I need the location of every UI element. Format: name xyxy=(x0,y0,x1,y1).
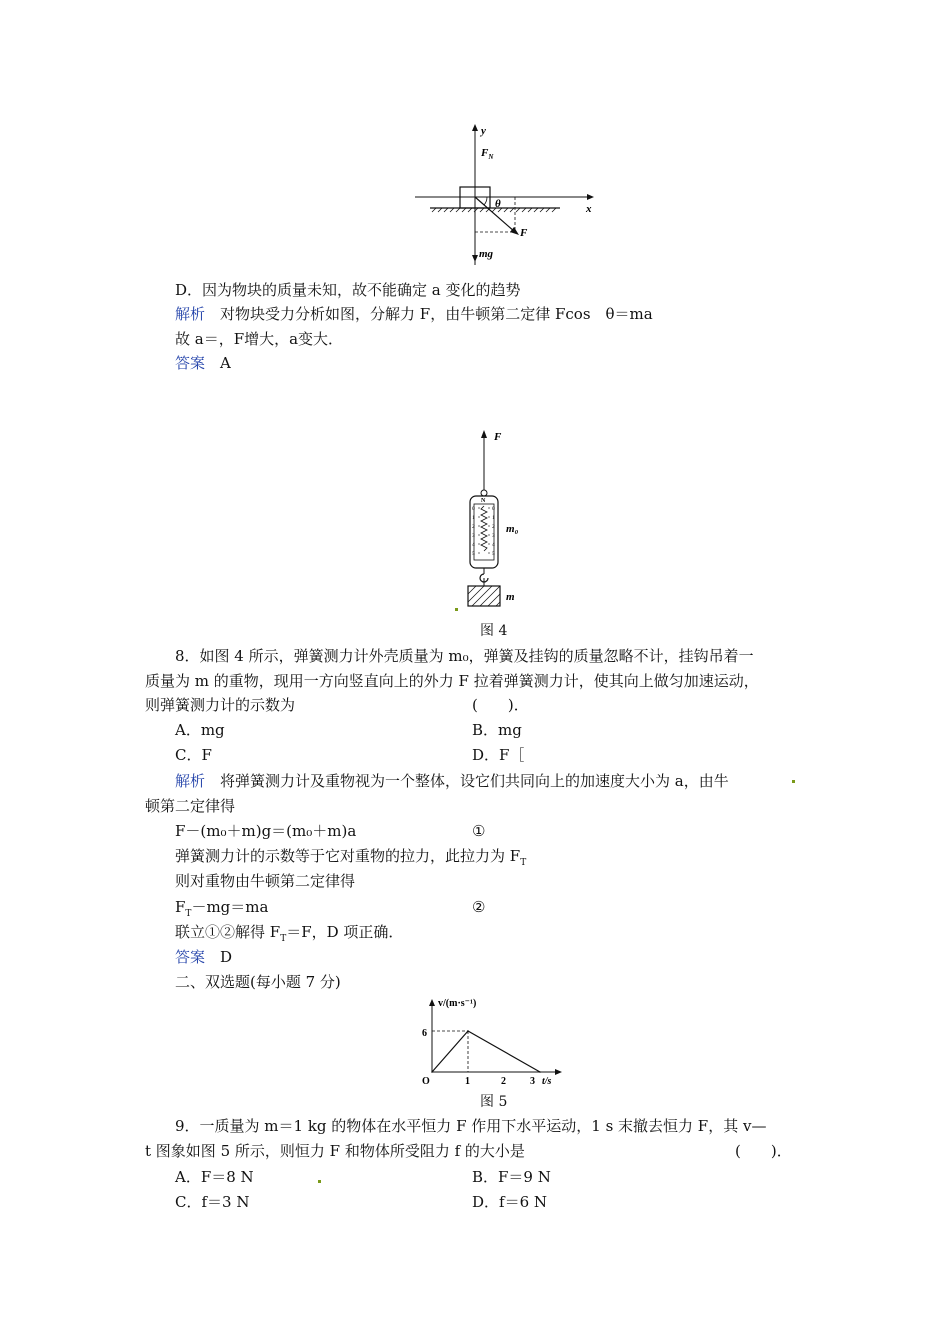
option-d-q7: D．因为物块的质量未知，故不能确定 a 变化的趋势 xyxy=(175,281,521,299)
q9-stem-line1: 9．一质量为 m＝1 kg 的物体在水平恒力 F 作用下水平运动，1 s 末撤去恒力 F，其 v— xyxy=(175,1117,767,1135)
analysis-label: 解析 xyxy=(175,305,206,323)
analysis-text: 对物块受力分析如图，分解力 F，由牛顿第二定律 Fcos θ＝ma xyxy=(220,305,653,323)
scale-left-0: 0 xyxy=(472,506,475,512)
force-diagram xyxy=(410,120,600,270)
q8-option-a: A．mg xyxy=(175,721,225,739)
x-tick-2: 2 xyxy=(501,1076,506,1085)
scale-right-4: 4 xyxy=(492,542,495,548)
answer-label: 答案 xyxy=(175,354,206,372)
q8-equation-2: $F_T-mg=ma$ xyxy=(175,898,269,919)
q8-paren: ( )． xyxy=(472,696,529,714)
q8-equation-1: F－(m₀＋m)g＝(m₀＋m)a xyxy=(175,822,357,840)
m-label: m xyxy=(506,591,515,603)
q8-stem-line3: 则弹簧测力计的示数为 xyxy=(145,696,296,714)
q8-option-d: D．F［ xyxy=(472,746,525,764)
scale-left-4: 4 xyxy=(472,542,475,548)
answer-q7 xyxy=(175,352,231,374)
q8-result: 联立①②解得 $F_T=F$，D 项正确． xyxy=(175,923,404,944)
data-point-2 xyxy=(539,1071,541,1073)
q9-option-d: D．f＝6 N xyxy=(472,1193,548,1211)
y-tick-6: 6 xyxy=(422,1028,427,1039)
section-2-heading: 二、双选题(每小题 7 分) xyxy=(175,973,341,991)
force-f-label: F xyxy=(520,227,528,239)
q9-option-b: B．F＝9 N xyxy=(472,1168,551,1186)
x-axis-arrow xyxy=(555,1069,562,1075)
scale-right-5: 5 xyxy=(492,551,495,557)
q9-stem-line2: t 图象如图 5 所示，则恒力 F 和物体所受阻力 f 的大小是 xyxy=(145,1142,525,1160)
scale-right-1: 1 xyxy=(492,515,495,521)
figure-4-caption: 图 4 xyxy=(480,623,508,639)
spring-scale-diagram xyxy=(440,428,540,612)
vt-chart xyxy=(418,995,568,1085)
y-axis-label: v/(m·s⁻¹) xyxy=(438,998,477,1009)
data-point-0 xyxy=(431,1071,433,1073)
gravity-label: mg xyxy=(479,248,494,260)
origin-label: O xyxy=(422,1076,430,1085)
x-tick-3: 3 xyxy=(530,1076,535,1085)
figure-5-caption: 图 5 xyxy=(480,1094,508,1110)
q9-option-a: A．F＝8 N xyxy=(175,1168,254,1186)
q8-analysis-label: 解析 xyxy=(175,772,206,790)
q8-answer xyxy=(175,946,232,968)
q8-answer-value: D xyxy=(220,948,233,966)
q8-analysis-line2: 顿第二定律得 xyxy=(145,797,236,815)
x-axis-label: x xyxy=(586,203,592,215)
x-axis-label: t/s xyxy=(542,1076,552,1085)
q8-option-b: B．mg xyxy=(472,721,522,739)
velocity-series-line xyxy=(432,1031,540,1072)
force-f-label-fig4: F xyxy=(494,431,502,443)
q8-equation-1-mark: ① xyxy=(472,822,486,840)
q8-answer-label: 答案 xyxy=(175,948,206,966)
q8-stem-line2: 质量为 m 的重物，现用一方向竖直向上的外力 F 拉着弹簧测力计，使其向上做匀加速运动， xyxy=(145,672,759,690)
analysis-q7 xyxy=(175,303,653,325)
theta-label: θ xyxy=(495,198,501,210)
scale-left-3: 3 xyxy=(472,533,475,539)
m0-label: m₀ xyxy=(506,523,519,535)
normal-force-label: $F_N$ xyxy=(481,147,494,161)
stray-dot xyxy=(318,1180,321,1183)
scale-right-3: 3 xyxy=(492,533,495,539)
q8-equation-2-mark: ② xyxy=(472,898,486,916)
conclusion-q7: 故 a＝，F增大，a变大． xyxy=(175,330,344,348)
q8-analysis-line1 xyxy=(175,770,729,792)
q9-option-c: C．f＝3 N xyxy=(175,1193,250,1211)
q9-paren: ( )． xyxy=(735,1142,792,1160)
y-axis-label: y xyxy=(481,125,486,137)
scale-left-2: 2 xyxy=(472,524,475,530)
stray-dot xyxy=(792,780,795,783)
y-axis-arrow xyxy=(429,999,435,1006)
scale-right-0: 0 xyxy=(492,506,495,512)
x-tick-1: 1 xyxy=(465,1076,470,1085)
data-point-1 xyxy=(467,1030,469,1032)
q8-text-4: 则对重物由牛顿第二定律得 xyxy=(175,872,356,890)
scale-unit-n: N xyxy=(481,498,486,504)
q8-option-c: C．F xyxy=(175,746,212,764)
scale-left-1: 1 xyxy=(472,515,475,521)
answer-value: A xyxy=(220,354,231,372)
q8-analysis-text: 将弹簧测力计及重物视为一个整体，设它们共同向上的加速度大小为 a，由牛 xyxy=(220,772,729,790)
stray-dot xyxy=(455,608,458,611)
q8-text-3: 弹簧测力计的示数等于它对重物的拉力，此拉力为 $F_T$ xyxy=(175,847,527,868)
q8-stem-line1: 8．如图 4 所示，弹簧测力计外壳质量为 m₀，弹簧及挂钩的质量忽略不计，挂钩吊着一 xyxy=(175,647,754,665)
scale-right-2: 2 xyxy=(492,524,495,530)
scale-left-5: 5 xyxy=(472,551,475,557)
